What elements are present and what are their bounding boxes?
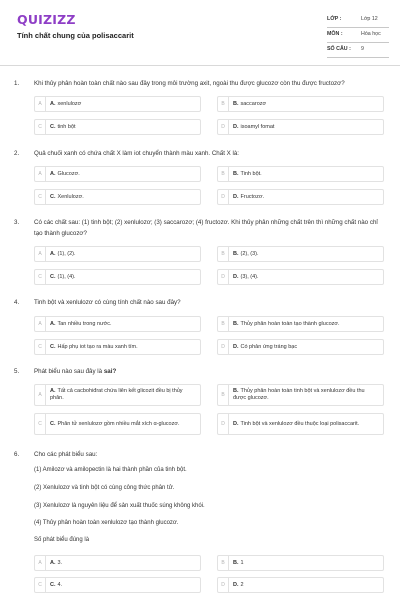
question-text: Quả chuối xanh có chứa chất X làm iot chuyển thành màu xanh. Chất X là: bbox=[34, 150, 240, 157]
option-letter: C bbox=[35, 414, 46, 434]
option-key: B. bbox=[233, 100, 239, 107]
option-key: A. bbox=[50, 250, 56, 257]
option-key: C. bbox=[50, 273, 56, 280]
option-key: D. bbox=[233, 123, 239, 130]
question-text: Có các chất sau: (1) tinh bột; (2) xenlulozơ; (3) saccarozơ; (4) fructozơ. Khi thủy phân những chất trên thì những chất nào chỉ tạo thành glucozơ? bbox=[34, 219, 378, 237]
option-letter: A bbox=[35, 247, 46, 261]
option-text: Fructozơ. bbox=[240, 193, 264, 200]
meta-value: 9 bbox=[361, 46, 364, 52]
option-text: Hấp phụ iot tạo ra màu xanh tím. bbox=[57, 343, 138, 350]
option-a[interactable] bbox=[34, 166, 201, 182]
meta-label: LỚP : bbox=[327, 16, 342, 22]
option-text: Xenlulozơ. bbox=[57, 193, 84, 200]
quizizz-logo: QUIZIZZ bbox=[17, 12, 76, 27]
option-text: Thủy phân hoàn toàn tinh bột và xenlulozơ đều thu được glucozơ. bbox=[233, 388, 365, 401]
meta-label: MÔN : bbox=[327, 31, 343, 37]
option-key: D. bbox=[233, 273, 239, 280]
option-letter: B bbox=[218, 247, 229, 261]
statement-4: (4) Thủy phân hoàn toàn xenlulozơ tạo thành glucozơ. bbox=[34, 520, 179, 526]
option-text: 3. bbox=[57, 559, 63, 566]
option-key: D. bbox=[233, 420, 239, 427]
worksheet-header bbox=[0, 0, 400, 66]
option-letter: A bbox=[35, 556, 46, 570]
option-key: A. bbox=[50, 388, 56, 394]
option-key: C. bbox=[50, 420, 56, 427]
option-letter: D bbox=[218, 414, 229, 434]
option-d[interactable] bbox=[217, 339, 384, 355]
option-key: C. bbox=[50, 581, 56, 588]
option-letter: B bbox=[218, 97, 229, 111]
option-key: A. bbox=[50, 170, 56, 177]
option-text: (3), (4). bbox=[240, 273, 259, 280]
option-key: A. bbox=[50, 100, 56, 107]
option-c[interactable] bbox=[34, 413, 201, 435]
question-number: 4. bbox=[14, 299, 20, 306]
option-letter: C bbox=[35, 578, 46, 592]
option-text: isoamyl fomat bbox=[240, 123, 275, 130]
meta-value: Hóa học bbox=[361, 31, 381, 37]
question-text: Tinh bột và xenlulozơ có cùng tính chất nào sau đây? bbox=[34, 299, 181, 306]
question-number: 6. bbox=[14, 451, 20, 458]
option-letter: D bbox=[218, 190, 229, 204]
option-c[interactable] bbox=[34, 269, 201, 285]
option-letter: A bbox=[35, 167, 46, 181]
option-letter: B bbox=[218, 385, 229, 405]
option-letter: D bbox=[218, 120, 229, 134]
option-letter: C bbox=[35, 190, 46, 204]
option-letter: C bbox=[35, 270, 46, 284]
option-b[interactable] bbox=[217, 316, 384, 332]
option-d[interactable] bbox=[217, 577, 384, 593]
option-key: B. bbox=[233, 170, 239, 177]
option-key: D. bbox=[233, 193, 239, 200]
option-key: C. bbox=[50, 123, 56, 130]
meta-info bbox=[327, 13, 389, 58]
option-b[interactable] bbox=[217, 166, 384, 182]
option-key: C. bbox=[50, 343, 56, 350]
option-text: Glucozơ. bbox=[57, 170, 80, 177]
option-text: (1), (2). bbox=[57, 250, 76, 257]
meta-row-subject bbox=[327, 28, 389, 43]
option-text: xenlulozơ bbox=[57, 100, 82, 107]
question-prompt: Số phát biểu đúng là bbox=[34, 537, 90, 543]
option-key: B. bbox=[233, 320, 239, 327]
meta-row-class bbox=[327, 13, 389, 28]
statement-3: (3) Xenlulozơ là nguyên liệu để sản xuất thuốc súng không khói. bbox=[34, 503, 205, 509]
option-b[interactable] bbox=[217, 555, 384, 571]
option-key: D. bbox=[233, 581, 239, 588]
question-number: 2. bbox=[14, 150, 20, 157]
option-c[interactable] bbox=[34, 339, 201, 355]
option-text: Tinh bột. bbox=[240, 170, 262, 177]
question-text bbox=[34, 367, 386, 378]
option-text: 1 bbox=[240, 559, 244, 566]
statement-1: (1) Amilozơ và amilopectin là hai thành phần của tinh bột. bbox=[34, 467, 187, 473]
meta-row-question-count bbox=[327, 43, 389, 58]
option-c[interactable] bbox=[34, 119, 201, 135]
option-letter: A bbox=[35, 385, 46, 405]
option-key: A. bbox=[50, 559, 56, 566]
option-a[interactable] bbox=[34, 384, 201, 406]
question-text: Cho các phát biểu sau: bbox=[34, 451, 98, 458]
option-c[interactable] bbox=[34, 577, 201, 593]
question-text-plain: Phát biểu nào sau đây là bbox=[34, 368, 104, 375]
question-text-emphasis: sai bbox=[103, 368, 113, 375]
option-d[interactable] bbox=[217, 119, 384, 135]
option-key: C. bbox=[50, 193, 56, 200]
option-letter: D bbox=[218, 270, 229, 284]
option-text: 2 bbox=[240, 581, 244, 588]
option-letter: B bbox=[218, 317, 229, 331]
option-letter: B bbox=[218, 556, 229, 570]
option-text: (1), (4). bbox=[57, 273, 76, 280]
option-text: Có phản ứng tráng bạc bbox=[240, 343, 298, 350]
option-text: Thủy phân hoàn toàn tạo thành glucozơ. bbox=[240, 320, 340, 327]
option-text: Tinh bột và xenlulozơ đều thuộc loại polisaccarit. bbox=[240, 420, 360, 427]
meta-label: SỐ CÂU : bbox=[327, 46, 351, 52]
option-c[interactable] bbox=[34, 189, 201, 205]
option-letter: D bbox=[218, 578, 229, 592]
option-letter: A bbox=[35, 97, 46, 111]
option-b[interactable] bbox=[217, 384, 384, 406]
header-divider bbox=[0, 65, 400, 66]
option-a[interactable] bbox=[34, 316, 201, 332]
question-text: Khi thủy phân hoàn toàn chất nào sau đây trong môi trường axit, ngoài thu được glucozơ còn thu được fructozơ? bbox=[34, 80, 345, 87]
option-text: saccarozơ bbox=[240, 100, 267, 107]
question-text-end: ? bbox=[112, 368, 117, 375]
option-text: Tất cả cacbohiđrat chứa liên kết glicozit đều bị thủy phân. bbox=[50, 388, 183, 401]
option-letter: D bbox=[218, 340, 229, 354]
option-a[interactable] bbox=[34, 555, 201, 571]
option-text: Phân tử xenlulozơ gồm nhiều mắt xích α-glucozơ. bbox=[57, 420, 180, 427]
option-text: Tan nhiều trong nước. bbox=[57, 320, 112, 327]
meta-value: Lớp 12 bbox=[361, 16, 378, 22]
statement-2: (2) Xenlulozơ và tinh bột có cùng công thức phân tử. bbox=[34, 485, 175, 491]
option-d[interactable] bbox=[217, 413, 384, 435]
option-letter: C bbox=[35, 120, 46, 134]
option-text: tinh bột bbox=[57, 123, 76, 130]
option-text: 4. bbox=[57, 581, 63, 588]
option-a[interactable] bbox=[34, 96, 201, 112]
option-letter: C bbox=[35, 340, 46, 354]
option-d[interactable] bbox=[217, 189, 384, 205]
option-key: B. bbox=[233, 250, 239, 257]
option-text: (2), (3). bbox=[240, 250, 259, 257]
question-number: 5. bbox=[14, 368, 20, 375]
option-letter: A bbox=[35, 317, 46, 331]
option-key: D. bbox=[233, 343, 239, 350]
question-number: 3. bbox=[14, 219, 20, 226]
option-key: B. bbox=[233, 559, 239, 566]
option-b[interactable] bbox=[217, 246, 384, 262]
option-d[interactable] bbox=[217, 269, 384, 285]
option-key: A. bbox=[50, 320, 56, 327]
option-key: B. bbox=[233, 388, 239, 394]
question-number: 1. bbox=[14, 80, 20, 87]
option-a[interactable] bbox=[34, 246, 201, 262]
option-letter: B bbox=[218, 167, 229, 181]
worksheet-title: Tính chất chung của polisaccarit bbox=[17, 31, 134, 40]
option-b[interactable] bbox=[217, 96, 384, 112]
